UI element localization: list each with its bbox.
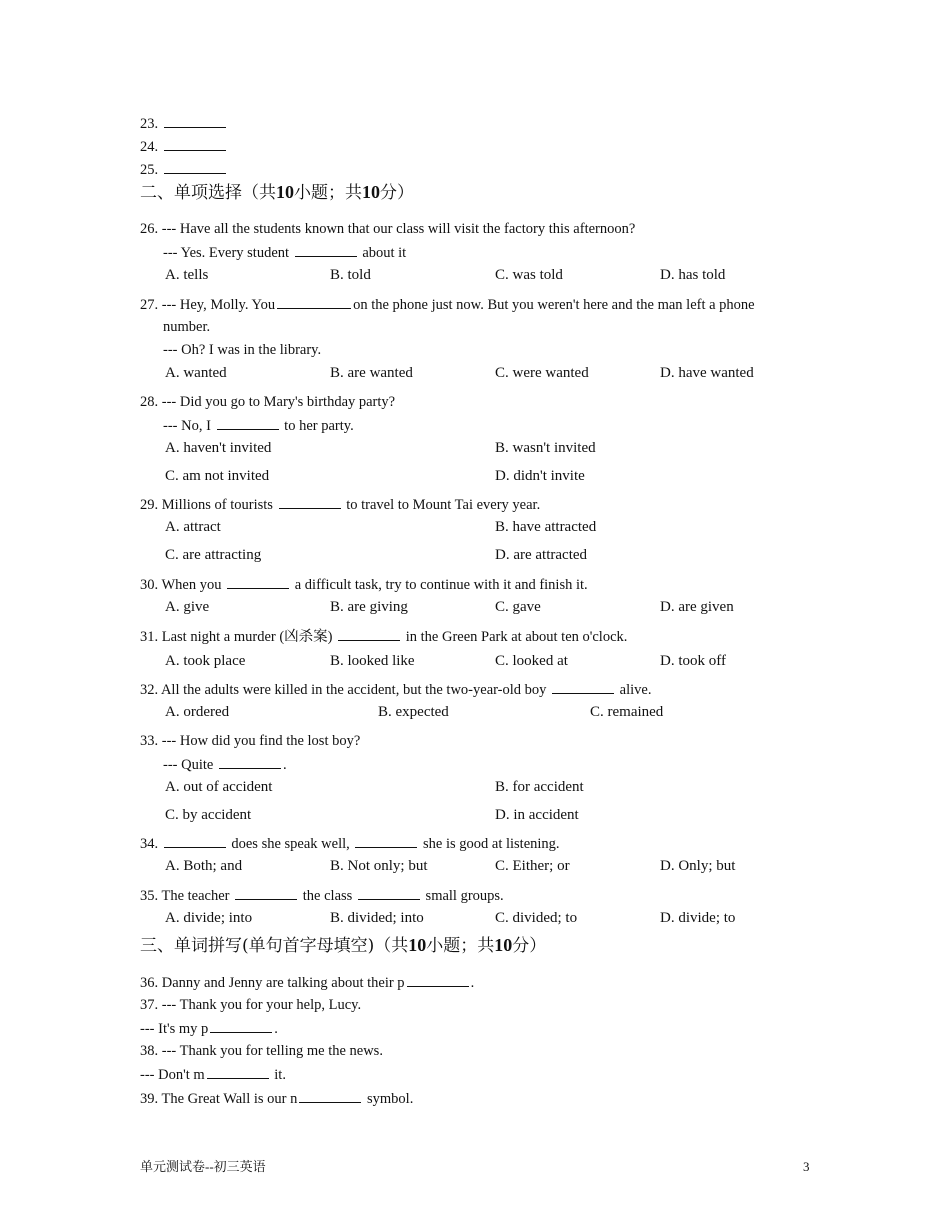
- question-27-stem: 27. --- Hey, Molly. You on the phone just now. But you weren't here and the man left a phone: [140, 297, 755, 313]
- question-38-stem: 38. --- Thank you for telling me the news.: [140, 1043, 383, 1059]
- answer-blank[interactable]: [407, 973, 469, 987]
- answer-blank[interactable]: [235, 886, 297, 900]
- answer-line-25: [140, 160, 228, 179]
- answer-blank[interactable]: [358, 886, 420, 900]
- option-c[interactable]: C. looked at: [495, 653, 568, 669]
- answer-blank[interactable]: [164, 834, 226, 848]
- option-a[interactable]: A. haven't invited: [165, 440, 272, 456]
- question-26-stem: 26. --- Have all the students known that our class will visit the factory this afternoon?: [140, 221, 636, 237]
- answer-blank[interactable]: [207, 1065, 269, 1079]
- question-31-stem: 31. Last night a murder (凶杀案) in the Green Park at about ten o'clock.: [140, 629, 628, 645]
- answer-number: 24.: [140, 139, 159, 155]
- answer-blank[interactable]: [277, 295, 351, 309]
- answer-blank[interactable]: [227, 575, 289, 589]
- option-b[interactable]: B. for accident: [495, 779, 584, 795]
- question-28-reply: --- No, I to her party.: [163, 418, 354, 434]
- option-a[interactable]: A. tells: [165, 267, 209, 283]
- answer-number: 23.: [140, 116, 159, 132]
- answer-line-24: [140, 137, 228, 156]
- answer-blank[interactable]: [219, 755, 281, 769]
- option-c[interactable]: C. gave: [495, 599, 541, 615]
- question-27-stem-cont: number.: [163, 319, 211, 335]
- answer-blank[interactable]: [355, 834, 417, 848]
- option-c[interactable]: C. Either; or: [495, 858, 570, 874]
- option-c[interactable]: C. by accident: [165, 807, 252, 823]
- option-d[interactable]: D. are given: [660, 599, 734, 615]
- section-3-heading: 三、单词拼写(单句首字母填空)（共10小题；共10分）: [140, 935, 547, 956]
- question-30-stem: 30. When you a difficult task, try to continue with it and finish it.: [140, 577, 588, 593]
- option-d[interactable]: D. has told: [660, 267, 726, 283]
- option-b[interactable]: B. are wanted: [330, 365, 413, 381]
- question-35-stem: 35. The teacher the class small groups.: [140, 888, 504, 904]
- footer-title: 单元测试卷--初三英语: [140, 1159, 266, 1174]
- option-d[interactable]: D. are attracted: [495, 547, 588, 563]
- option-d[interactable]: D. took off: [660, 653, 726, 669]
- option-a[interactable]: A. took place: [165, 653, 246, 669]
- option-d[interactable]: D. in accident: [495, 807, 579, 823]
- question-36: 36. Danny and Jenny are talking about their p .: [140, 975, 475, 991]
- option-c[interactable]: C. divided; to: [495, 910, 578, 926]
- option-a[interactable]: A. give: [165, 599, 210, 615]
- answer-line-23: [140, 114, 228, 133]
- answer-blank[interactable]: [217, 416, 279, 430]
- option-a[interactable]: A. out of accident: [165, 779, 273, 795]
- option-b[interactable]: B. are giving: [330, 599, 408, 615]
- answer-blank[interactable]: [279, 495, 341, 509]
- option-a[interactable]: A. Both; and: [165, 858, 243, 874]
- option-d[interactable]: D. didn't invite: [495, 468, 585, 484]
- question-33-reply: --- Quite .: [163, 757, 287, 773]
- option-b[interactable]: B. divided; into: [330, 910, 424, 926]
- option-d[interactable]: D. divide; to: [660, 910, 736, 926]
- option-c[interactable]: C. remained: [590, 704, 664, 720]
- question-37-reply: --- It's my p .: [140, 1021, 278, 1037]
- option-c[interactable]: C. am not invited: [165, 468, 270, 484]
- option-b[interactable]: B. looked like: [330, 653, 415, 669]
- option-c[interactable]: C. was told: [495, 267, 563, 283]
- option-a[interactable]: A. attract: [165, 519, 221, 535]
- answer-blank[interactable]: [295, 243, 357, 257]
- option-b[interactable]: B. Not only; but: [330, 858, 428, 874]
- answer-blank[interactable]: [299, 1089, 361, 1103]
- question-39: 39. The Great Wall is our n symbol.: [140, 1091, 414, 1107]
- option-c[interactable]: C. are attracting: [165, 547, 262, 563]
- answer-blank[interactable]: [164, 160, 226, 174]
- option-a[interactable]: A. wanted: [165, 365, 227, 381]
- question-29-stem: 29. Millions of tourists to travel to Mount Tai every year.: [140, 497, 541, 513]
- option-c[interactable]: C. were wanted: [495, 365, 589, 381]
- answer-blank[interactable]: [210, 1019, 272, 1033]
- answer-blank[interactable]: [338, 627, 400, 641]
- option-a[interactable]: A. divide; into: [165, 910, 253, 926]
- option-d[interactable]: D. Only; but: [660, 858, 736, 874]
- question-26-reply: --- Yes. Every student about it: [163, 245, 407, 261]
- option-d[interactable]: D. have wanted: [660, 365, 754, 381]
- option-b[interactable]: B. told: [330, 267, 371, 283]
- answer-blank[interactable]: [164, 114, 226, 128]
- question-32-stem: 32. All the adults were killed in the accident, but the two-year-old boy alive.: [140, 682, 652, 698]
- option-b[interactable]: B. wasn't invited: [495, 440, 596, 456]
- question-38-reply: --- Don't m it.: [140, 1067, 286, 1083]
- question-28-stem: 28. --- Did you go to Mary's birthday party?: [140, 394, 396, 410]
- question-37-stem: 37. --- Thank you for your help, Lucy.: [140, 997, 362, 1013]
- question-33-stem: 33. --- How did you find the lost boy?: [140, 733, 361, 749]
- page-number: 3: [803, 1159, 810, 1174]
- answer-blank[interactable]: [164, 137, 226, 151]
- answer-number: 25.: [140, 162, 159, 178]
- option-b[interactable]: B. have attracted: [495, 519, 597, 535]
- question-34-stem: 34. does she speak well, she is good at listening.: [140, 836, 560, 852]
- answer-blank[interactable]: [552, 680, 614, 694]
- question-27-reply: --- Oh? I was in the library.: [163, 342, 322, 358]
- option-a[interactable]: A. ordered: [165, 704, 230, 720]
- option-b[interactable]: B. expected: [378, 704, 449, 720]
- section-2-heading: 二、单项选择（共10小题；共10分）: [140, 182, 414, 203]
